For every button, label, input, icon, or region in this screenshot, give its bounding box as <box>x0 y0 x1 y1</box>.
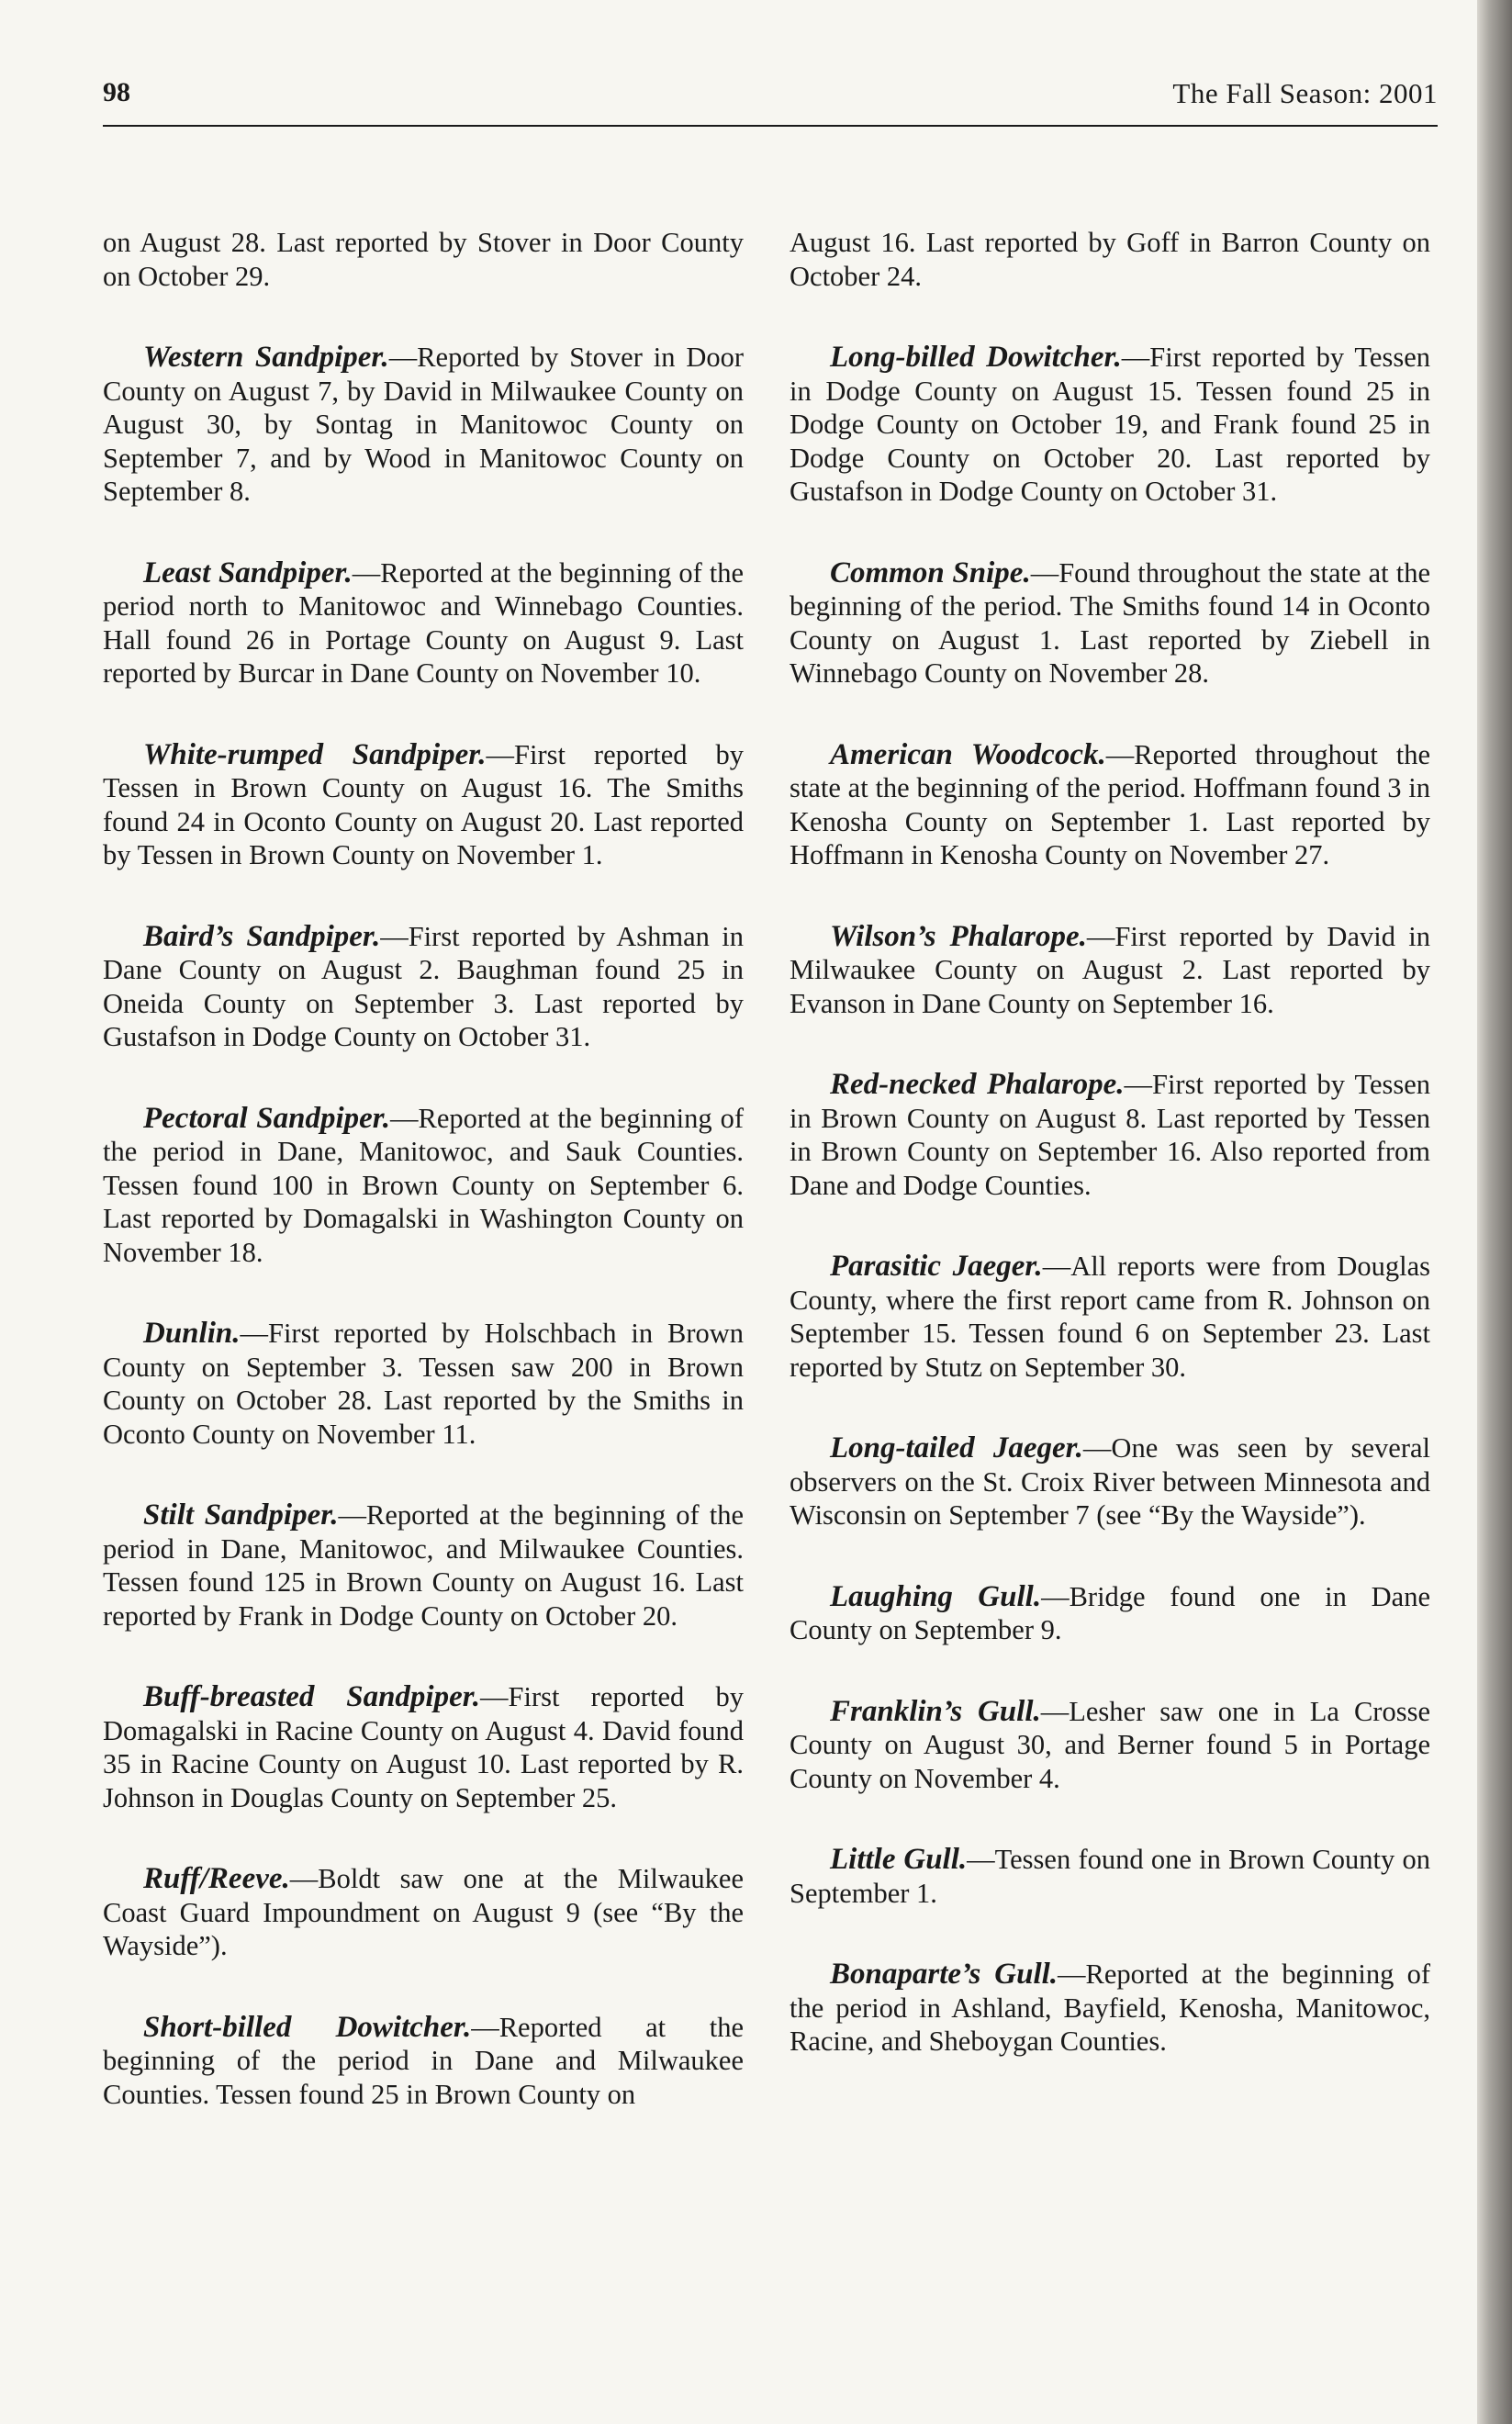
species-text: —First reported by Domagalski in Racine County on August 4. David found 35 in Racine County on August 10. Last reported by R. Johnson in Douglas County on September 25. <box>103 1681 744 1813</box>
species-entry <box>103 1317 744 1451</box>
species-entry <box>790 1843 1430 1910</box>
species-text: —Reported by Stover in Door County on August 7, by David in Milwaukee County on August 30, by Sontag in Manitowoc County on September 7, and by Wood in Manitowoc County on September 8. <box>103 342 744 507</box>
species-name: Buff-breasted Sandpiper. <box>143 1680 481 1713</box>
species-entry <box>103 1680 744 1814</box>
species-text: —All reports were from Douglas County, where the first report came from R. Johnson on September 15. Tessen found 6 on September 23. Last reported by Stutz on September 30. <box>790 1251 1431 1383</box>
continuation-paragraph: August 16. Last reported by Goff in Barron County on October 24. <box>790 227 1430 292</box>
left-column <box>103 226 744 2159</box>
species-entry <box>790 341 1430 509</box>
species-entry <box>790 738 1430 872</box>
species-entry <box>790 1580 1430 1647</box>
species-entry <box>103 920 744 1054</box>
species-name: Little Gull. <box>830 1843 968 1876</box>
species-text: —First reported by Tessen in Dodge County on August 15. Tessen found 25 in Dodge County on October 19, and Frank found 25 in Dodge County on October 20. Last reported by Gustafson in Dodge County on October 31. <box>790 342 1430 507</box>
species-name: Common Snipe. <box>830 556 1031 589</box>
species-name: Baird’s Sandpiper. <box>143 919 381 953</box>
species-name: Long-tailed Jaeger. <box>830 1431 1083 1464</box>
species-name: Least Sandpiper. <box>143 556 353 589</box>
species-name: Laughing Gull. <box>830 1579 1042 1613</box>
species-entry <box>790 1695 1430 1796</box>
species-entry <box>103 341 744 509</box>
species-name: Wilson’s Phalarope. <box>830 919 1087 953</box>
species-entry <box>103 1102 744 1270</box>
species-text: —One was seen by several observers on the St. Croix River between Minnesota and Wisconsin on September 7 (see “By the Wayside”). <box>790 1432 1430 1531</box>
species-text: —Boldt saw one at the Milwaukee Coast Guard Impoundment on August 9 (see “By the Wayside”). <box>103 1863 744 1961</box>
species-entry <box>103 738 744 872</box>
species-name: Long-billed Dowitcher. <box>830 341 1122 374</box>
species-text: —First reported by Ashman in Dane County on August 2. Baughman found 25 in Oneida County on September 3. Last reported by Gustafson in Dodge County on October 31. <box>103 920 745 1052</box>
species-name: Red-necked Phalarope. <box>830 1068 1125 1101</box>
species-text: —First reported by Tessen in Brown County on August 16. The Smiths found 24 in Oconto County on August 20. Last reported by Tessen in Brown County on November 1. <box>103 738 744 870</box>
species-name: Western Sandpiper. <box>143 341 389 374</box>
species-text: —Reported at the beginning of the period in Dane, Manitowoc, and Milwaukee Counties. Tessen found 125 in Brown County on August 16. Last reported by Frank in Dodge County on October 20. <box>103 1499 744 1632</box>
species-entry <box>103 556 744 690</box>
species-text: —Reported throughout the state at the beginning of the period. Hoffmann found 3 in Kenosha County on September 1. Last reported by Hoffmann in Kenosha County on November 27. <box>790 738 1430 870</box>
species-entry <box>103 1498 744 1633</box>
species-entry <box>790 1431 1430 1532</box>
species-text: —Reported at the beginning of the period in Ashland, Bayfield, Kenosha, Manitowoc, Racine, and Sheboygan Counties. <box>790 1958 1430 2057</box>
species-name: Parasitic Jaeger. <box>830 1250 1043 1283</box>
species-text: —Reported at the beginning of the period north to Manitowoc and Winnebago Counties. Hall found 26 in Portage County on August 9. Last reported by Burcar in Dane County on November 10. <box>103 556 745 689</box>
continuation-paragraph: on August 28. Last reported by Stover in Door County on October 29. <box>103 227 744 292</box>
species-name: American Woodcock. <box>830 737 1106 771</box>
species-text: —Bridge found one in Dane County on September 9. <box>790 1580 1430 1645</box>
page-header <box>103 77 1438 127</box>
species-entry <box>103 2011 744 2112</box>
running-title: The Fall Season: 2001 <box>1172 77 1438 109</box>
right-column <box>790 226 1430 2106</box>
page-number: 98 <box>103 77 130 107</box>
species-text: —Lesher saw one in La Crosse County on August 30, and Berner found 5 in Portage County on November 4. <box>790 1695 1430 1794</box>
species-text: —Tessen found one in Brown County on September 1. <box>790 1844 1431 1909</box>
species-name: Dunlin. <box>143 1317 241 1350</box>
species-entry <box>790 556 1430 690</box>
species-text: —Reported at the beginning of the period in Dane and Milwaukee Counties. Tessen found 25 in Brown County on <box>103 2011 744 2110</box>
species-name: Bonaparte’s Gull. <box>830 1958 1058 1991</box>
species-text: —First reported by David in Milwaukee County on August 2. Last reported by Evanson in Dane County on September 16. <box>790 920 1431 1019</box>
species-entry <box>790 1068 1430 1202</box>
species-text: —Reported at the beginning of the period in Dane, Manitowoc, and Sauk Counties. Tessen found 100 in Brown County on September 6. Last reported by Domagalski in Washington County on November 18. <box>103 1102 744 1268</box>
page-edge-shadow <box>1477 0 1512 2424</box>
species-entry <box>790 1958 1430 2059</box>
species-name: Short-billed Dowitcher. <box>143 2010 472 2044</box>
species-name: Stilt Sandpiper. <box>143 1498 339 1532</box>
species-text: —First reported by Tessen in Brown County on August 8. Last reported by Tessen in Brown County on September 16. Also reported from Dane and Dodge Counties. <box>790 1069 1431 1201</box>
species-name: Franklin’s Gull. <box>830 1694 1041 1728</box>
species-name: White-rumped Sandpiper. <box>143 737 487 771</box>
species-text: —Found throughout the state at the beginning of the period. The Smiths found 14 in Oconto County on August 1. Last reported by Ziebell in Winnebago County on November 28. <box>790 556 1430 689</box>
species-entry <box>103 1862 744 1963</box>
species-name: Pectoral Sandpiper. <box>143 1101 391 1135</box>
species-name: Ruff/Reeve. <box>143 1862 290 1895</box>
species-entry <box>790 920 1430 1021</box>
species-entry <box>790 1250 1430 1384</box>
species-text: —First reported by Holschbach in Brown County on September 3. Tessen saw 200 in Brown County on October 28. Last reported by the Smiths in Oconto County on November 11. <box>103 1318 744 1450</box>
